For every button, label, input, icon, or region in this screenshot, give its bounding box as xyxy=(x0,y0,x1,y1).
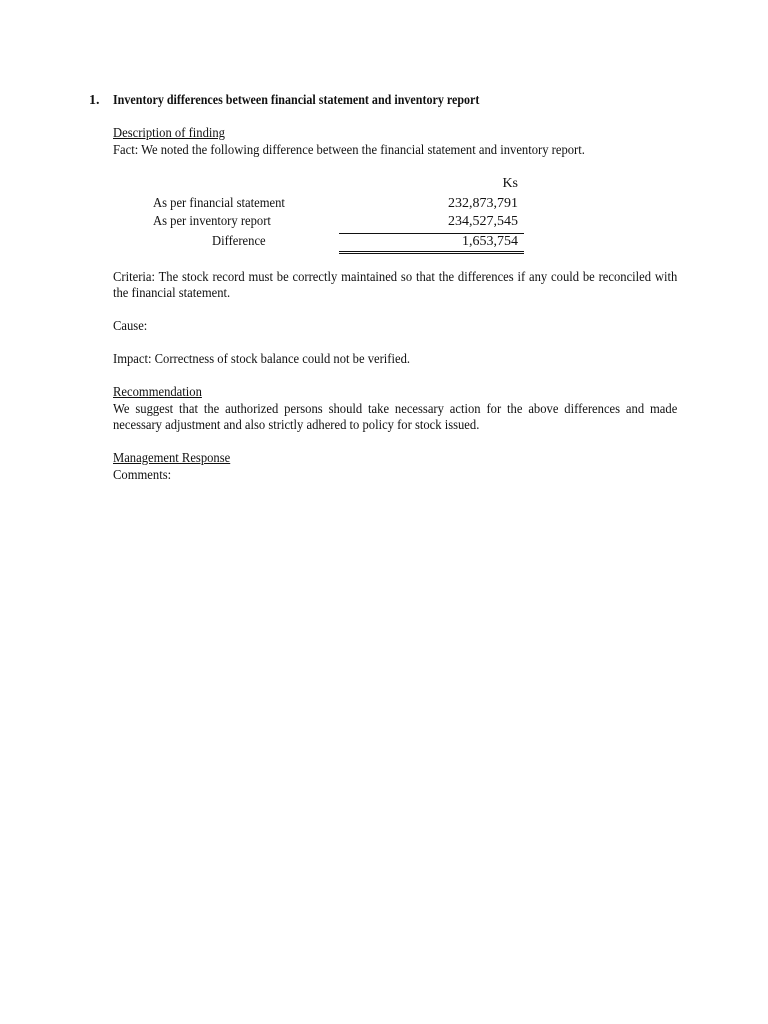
recommendation-text: We suggest that the authorized persons should take necessary action for the above differences and made necessary adjustment and also strictly adhered to policy for stock issued. xyxy=(113,402,678,433)
impact-text: Impact: Correctness of stock balance could not be verified. xyxy=(113,352,411,367)
section-title: Inventory differences between financial statement and inventory report xyxy=(113,93,480,108)
comments-label: Comments: xyxy=(113,468,172,483)
row-value-financial-statement: 232,873,791 xyxy=(448,196,518,211)
currency-header: Ks xyxy=(502,176,518,191)
difference-value: 1,653,754 xyxy=(462,234,518,249)
management-response-heading: Management Response xyxy=(113,451,231,466)
cause-text: Cause: xyxy=(113,319,148,334)
criteria-text: Criteria: The stock record must be correctly maintained so that the differences if any could be reconciled with the financial statement. xyxy=(113,270,678,301)
row-label-financial-statement: As per financial statement xyxy=(153,196,285,211)
description-heading: Description of finding xyxy=(113,126,225,141)
fact-text: Fact: We noted the following difference between the financial statement and inventory report. xyxy=(113,143,585,158)
total-double-rule-top xyxy=(339,251,524,252)
recommendation-heading: Recommendation xyxy=(113,385,202,400)
row-label-inventory-report: As per inventory report xyxy=(153,214,271,229)
total-double-rule-bottom xyxy=(339,253,524,254)
difference-label: Difference xyxy=(212,234,266,249)
section-number: 1. xyxy=(89,93,100,108)
row-value-inventory-report: 234,527,545 xyxy=(448,214,518,229)
